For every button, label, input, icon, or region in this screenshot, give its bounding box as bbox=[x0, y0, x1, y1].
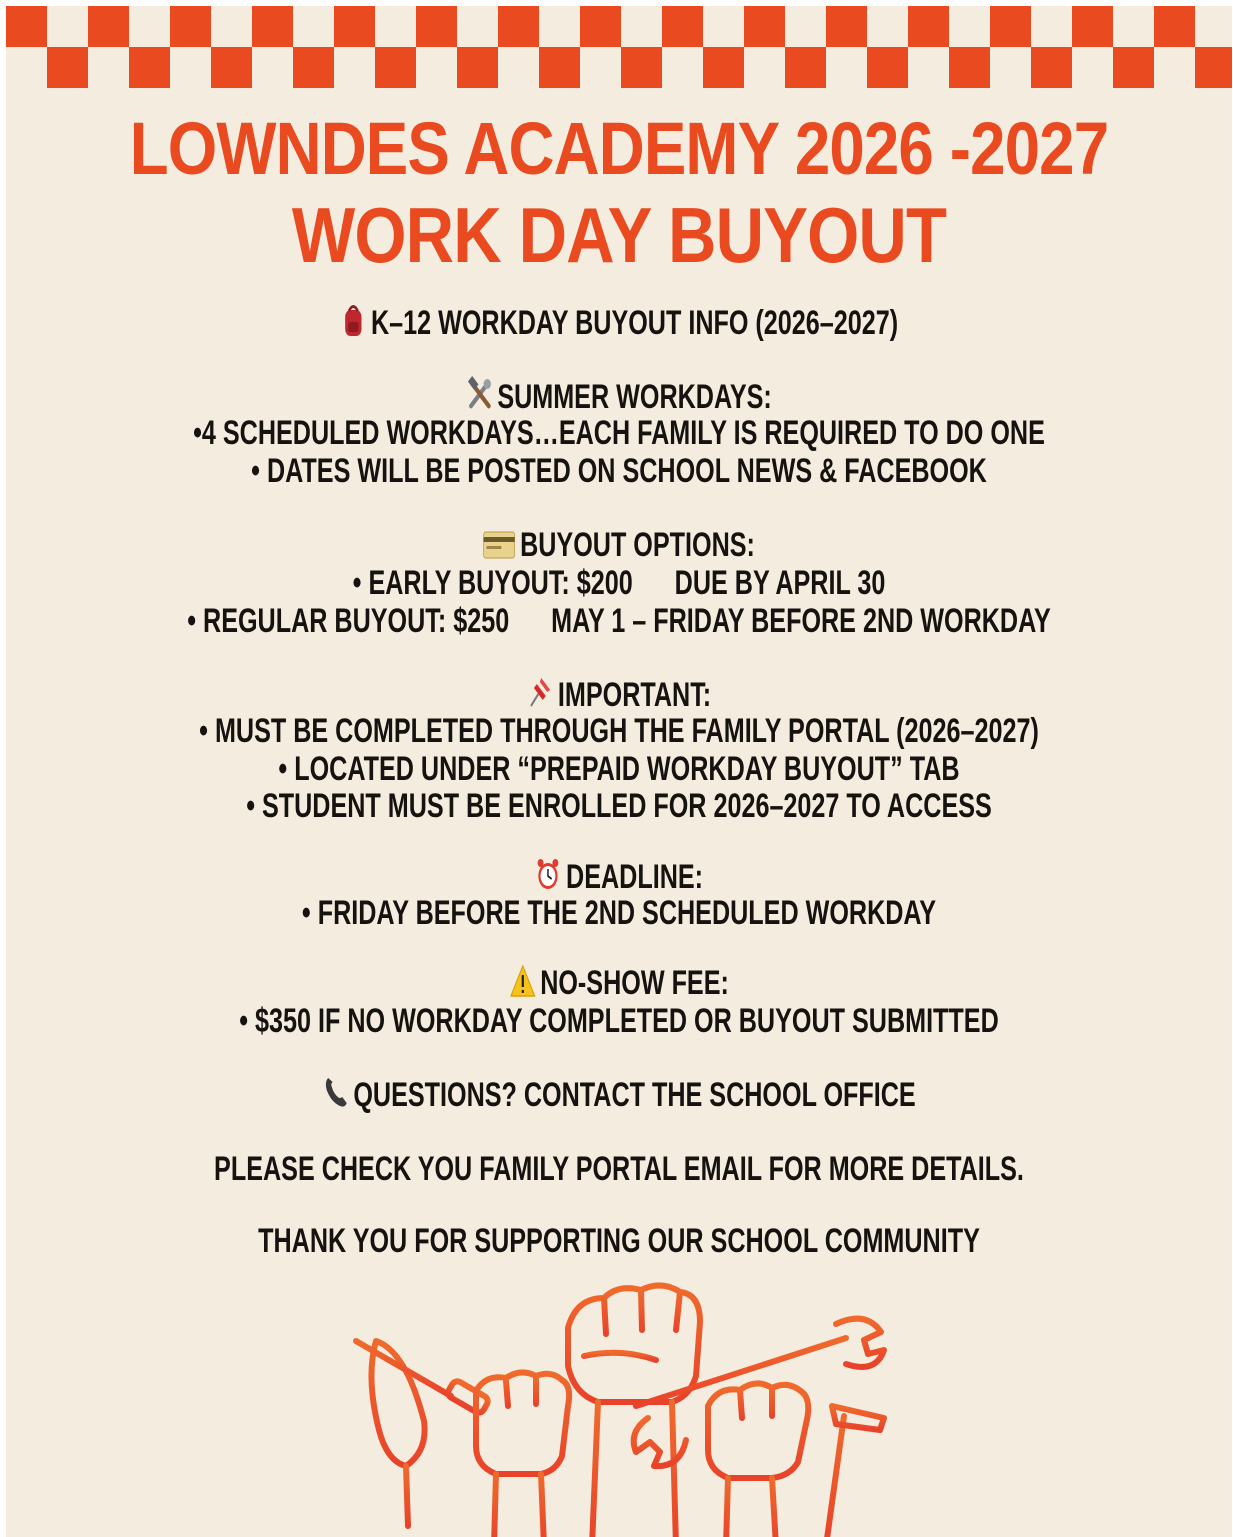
noshow-heading bbox=[165, 964, 1072, 1006]
checker-square bbox=[129, 47, 170, 88]
important-item: • STUDENT MUST BE ENROLLED FOR 2026–2027 TO ACCESS bbox=[246, 787, 992, 825]
thank-you-note: THANK YOU FOR SUPPORTING OUR SCHOOL COMMUNITY bbox=[258, 1222, 980, 1260]
checker-square bbox=[662, 6, 703, 47]
left-fist-icon bbox=[476, 1372, 569, 1537]
checker-square bbox=[252, 6, 293, 47]
checker-square bbox=[1072, 6, 1113, 47]
checker-square bbox=[375, 47, 416, 88]
flyer bbox=[6, 6, 1232, 1537]
buyout-heading bbox=[165, 526, 1072, 568]
credit-card-icon bbox=[483, 530, 516, 568]
right-fist-icon bbox=[708, 1383, 808, 1537]
checker-square bbox=[6, 6, 47, 47]
checker-square bbox=[1113, 47, 1154, 88]
buyout-item: • EARLY BUYOUT: $200 DUE BY APRIL 30 bbox=[352, 564, 886, 602]
checker-square bbox=[498, 6, 539, 47]
checker-square bbox=[293, 47, 334, 88]
checker-square bbox=[457, 47, 498, 88]
summer-heading-text: SUMMER WORKDAYS: bbox=[497, 378, 772, 416]
telephone-icon bbox=[322, 1074, 349, 1118]
hammer-icon bbox=[826, 1406, 884, 1537]
checker-square bbox=[621, 47, 662, 88]
buyout-item: • REGULAR BUYOUT: $250 MAY 1 – FRIDAY BEFORE 2ND WORKDAY bbox=[187, 602, 1051, 640]
checker-square bbox=[416, 6, 457, 47]
title-line-2: WORK DAY BUYOUT bbox=[291, 191, 947, 279]
checker-square bbox=[88, 6, 129, 47]
checkered-banner bbox=[6, 6, 1232, 88]
title-line-1: LOWNDES ACADEMY 2026 -2027 bbox=[129, 107, 1109, 190]
checker-square bbox=[990, 6, 1031, 47]
deadline-heading-text: DEADLINE: bbox=[566, 858, 704, 896]
raised-fists-tools-illustration bbox=[336, 1256, 906, 1537]
important-item: • LOCATED UNDER “PREPAID WORKDAY BUYOUT” TAB bbox=[278, 750, 960, 788]
summer-item: •4 SCHEDULED WORKDAYS…EACH FAMILY IS REQUIRED TO DO ONE bbox=[193, 414, 1045, 452]
portal-note: PLEASE CHECK YOU FAMILY PORTAL EMAIL FOR MORE DETAILS. bbox=[214, 1150, 1024, 1188]
checker-square bbox=[580, 6, 621, 47]
noshow-item: • $350 IF NO WORKDAY COMPLETED OR BUYOUT SUBMITTED bbox=[239, 1002, 999, 1040]
checker-square bbox=[703, 47, 744, 88]
info-heading bbox=[165, 302, 1072, 346]
questions-line bbox=[165, 1074, 1072, 1118]
checker-square bbox=[785, 47, 826, 88]
checker-square bbox=[334, 6, 375, 47]
buyout-heading-text: BUYOUT OPTIONS: bbox=[520, 526, 755, 564]
summer-item: • DATES WILL BE POSTED ON SCHOOL NEWS & FACEBOOK bbox=[251, 452, 987, 490]
checker-square bbox=[1031, 47, 1072, 88]
checker-square bbox=[826, 6, 867, 47]
important-heading-text: IMPORTANT: bbox=[557, 676, 712, 714]
noshow-heading-text: NO-SHOW FEE: bbox=[540, 964, 729, 1002]
deadline-item: • FRIDAY BEFORE THE 2ND SCHEDULED WORKDAY bbox=[301, 894, 937, 932]
checker-square bbox=[867, 47, 908, 88]
checker-square bbox=[908, 6, 949, 47]
checker-square bbox=[47, 47, 88, 88]
checker-square bbox=[211, 47, 252, 88]
checker-square bbox=[539, 47, 580, 88]
checker-square bbox=[949, 47, 990, 88]
checker-square bbox=[1195, 47, 1232, 88]
warning-icon bbox=[509, 964, 536, 1006]
center-fist-icon bbox=[568, 1285, 700, 1537]
info-heading-text: K–12 WORKDAY BUYOUT INFO (2026–2027) bbox=[370, 304, 899, 342]
checker-square bbox=[170, 6, 211, 47]
important-item: • MUST BE COMPLETED THROUGH THE FAMILY PORTAL (2026–2027) bbox=[199, 712, 1039, 750]
checker-square bbox=[1154, 6, 1195, 47]
checker-square bbox=[744, 6, 785, 47]
questions-text: QUESTIONS? CONTACT THE SCHOOL OFFICE bbox=[353, 1076, 916, 1114]
backpack-icon bbox=[340, 302, 367, 346]
